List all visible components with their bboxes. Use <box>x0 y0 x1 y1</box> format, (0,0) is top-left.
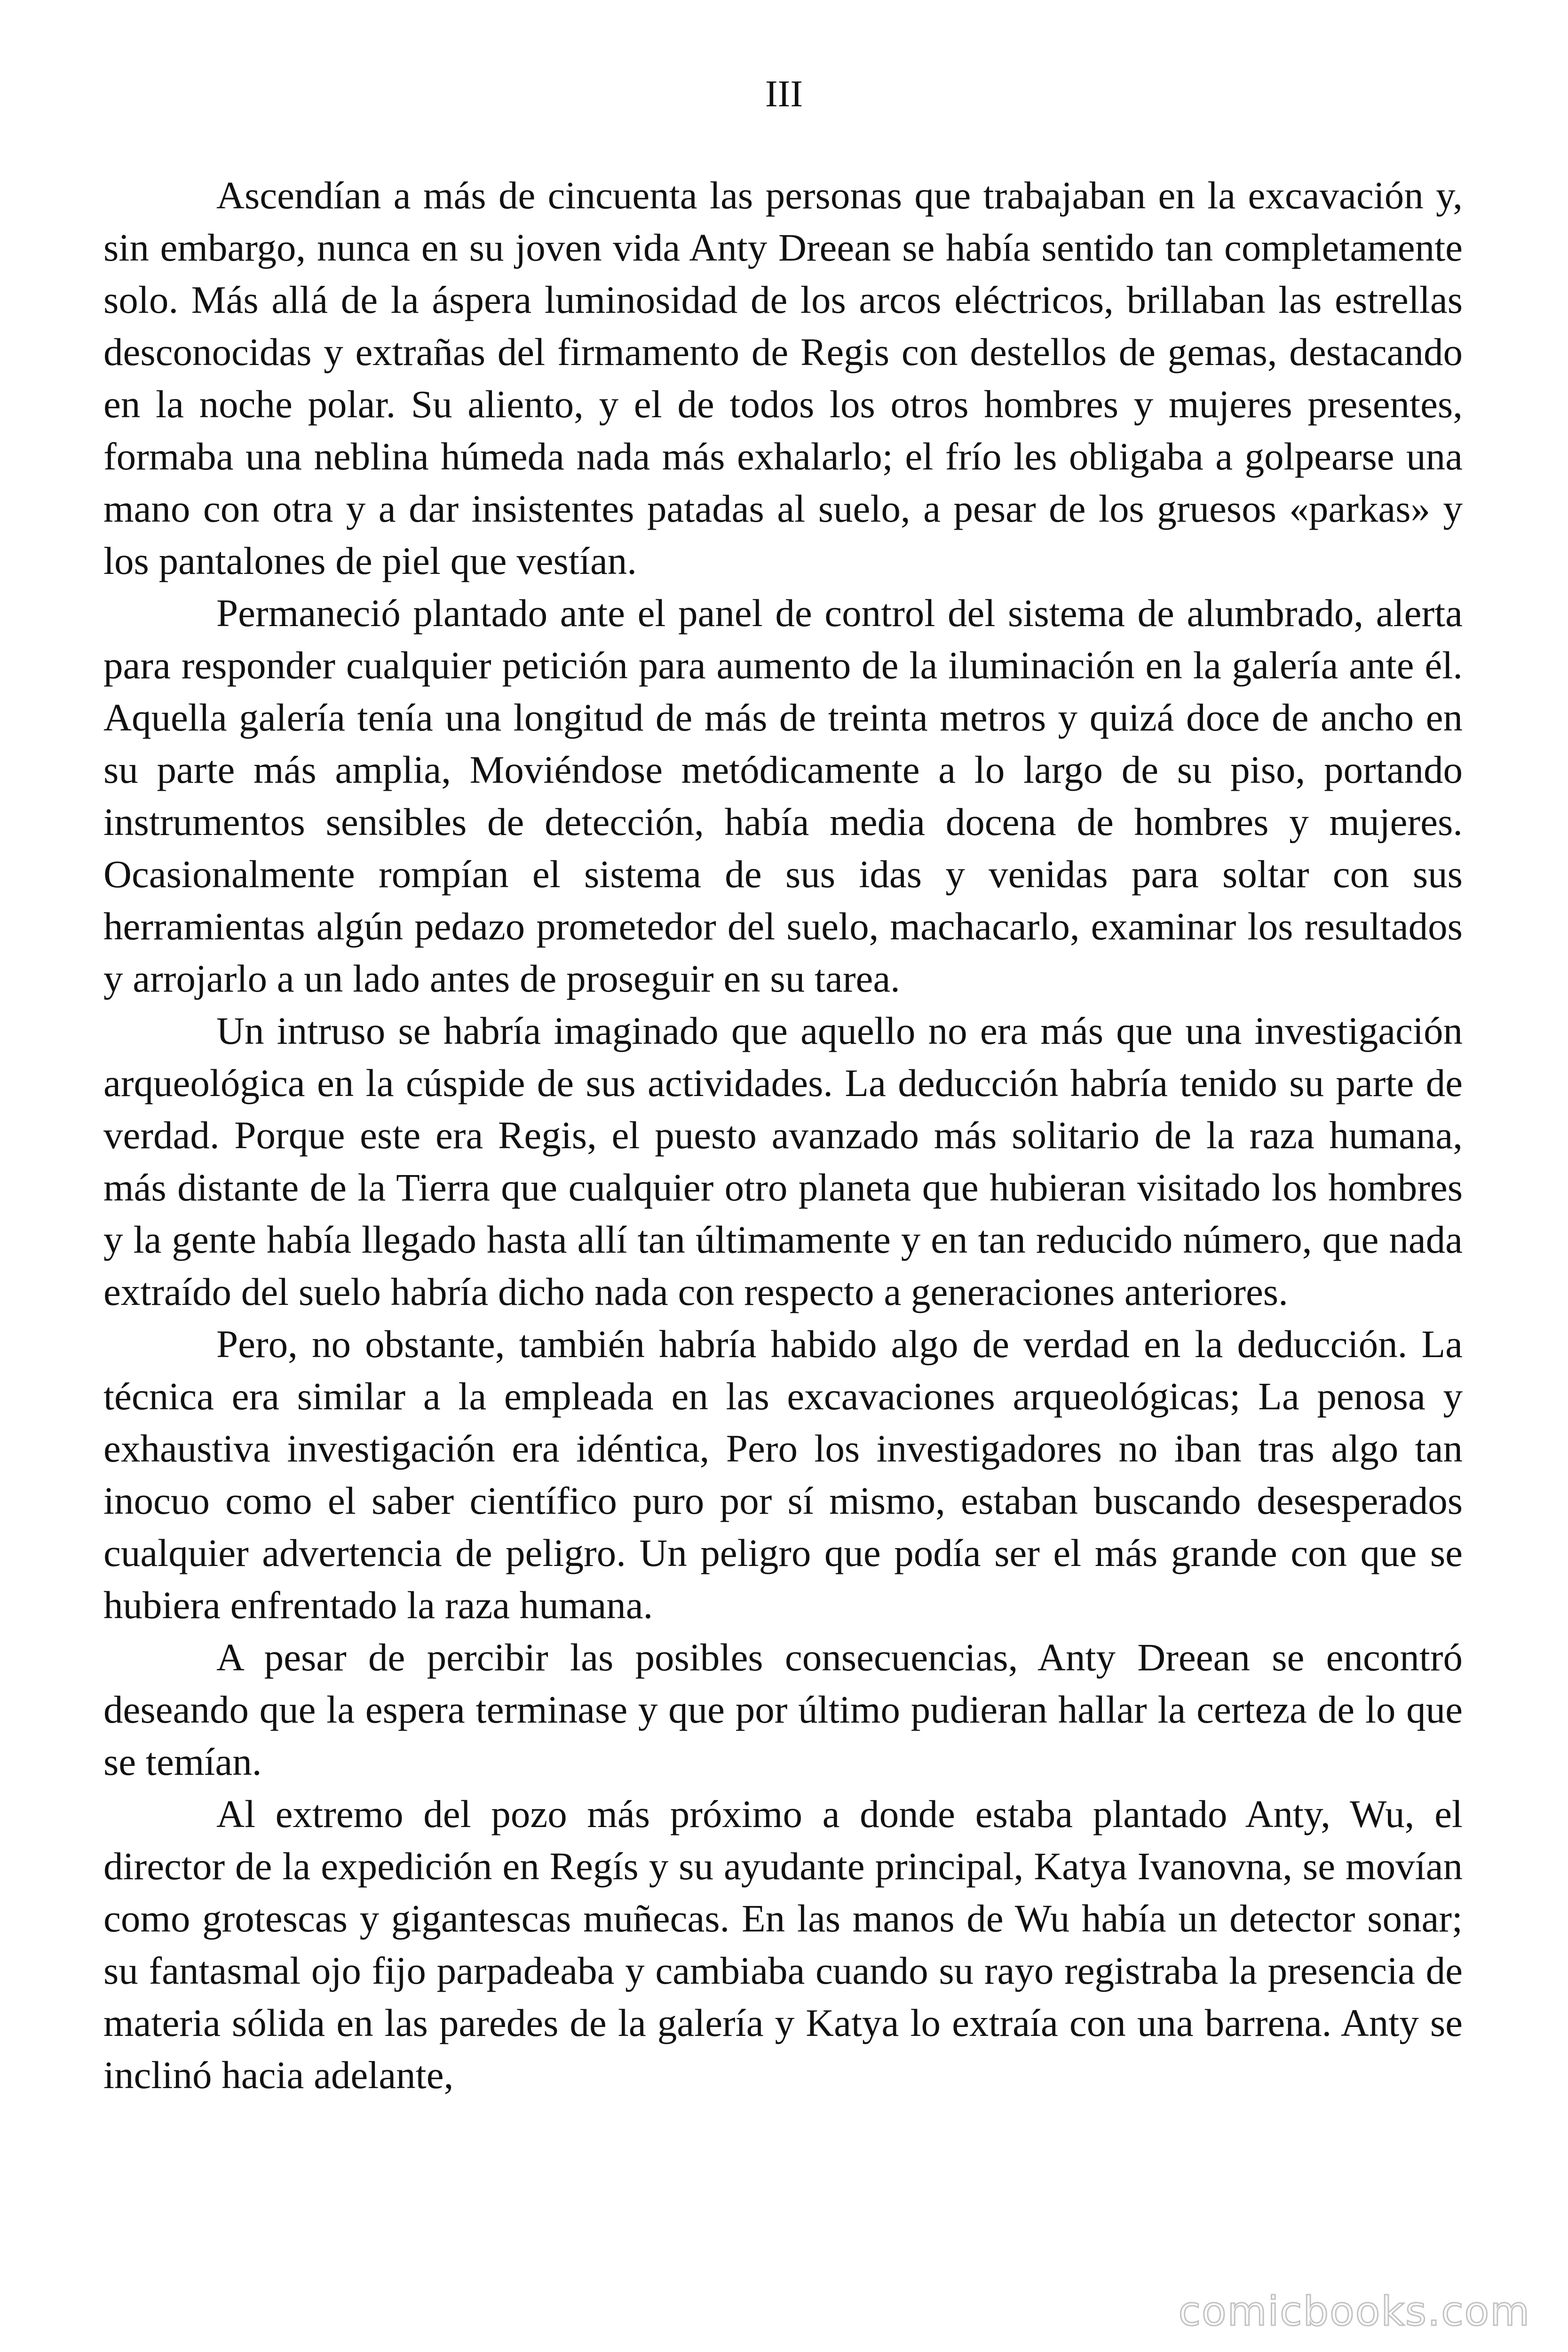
paragraph: Al extremo del pozo más próximo a donde estaba plantado Anty, Wu, el director de la expedición en Regís y su ayudante principal, Katya Ivanovna, se movían como grotescas y gigantescas muñecas. En las manos de Wu había un detector sonar; su fantasmal ojo fijo parpadeaba y cambiaba cuando su rayo registraba la presencia de materia sólida en las paredes de la galería y Katya lo extraía con una barrena. Anty se inclinó hacia adelante, <box>103 1792 1463 2097</box>
watermark: comicbooks.com <box>1178 2288 1530 2335</box>
paragraph: Pero, no obstante, también habría habido algo de verdad en la deducción. La técnica era similar a la empleada en las excavaciones arqueológicas; La penosa y exhaustiva investigación era idéntica, Pero los investigadores no iban tras algo tan inocuo como el saber científico puro por sí mismo, estaban buscando desesperados cualquier advertencia de peligro. Un peligro que podía ser el más grande con que se hubiera enfrentado la raza humana. <box>103 1322 1463 1627</box>
paragraph: A pesar de percibir las posibles consecuencias, Anty Dreean se encontró deseando que la espera terminase y que por último pudieran hallar la certeza de lo que se temían. <box>103 1636 1463 1783</box>
chapter-heading: III <box>765 73 803 115</box>
paragraph: Ascendían a más de cincuenta las personas que trabajaban en la excavación y, sin embargo, nunca en su joven vida Anty Dreean se había sentido tan completamente solo. Más allá de la áspera luminosidad de los arcos eléctricos, brillaban las estrellas desconocidas y extrañas del firmamento de Regis con destellos de gemas, destacando en la noche polar. Su aliento, y el de todos los otros hombres y mujeres presentes, formaba una neblina húmeda nada más exhalarlo; el frío les obligaba a golpearse una mano con otra y a dar insistentes patadas al suelo, a pesar de los gruesos «parkas» y los pantalones de piel que vestían. <box>103 174 1463 582</box>
paragraph: Permaneció plantado ante el panel de control del sistema de alumbrado, alerta para responder cualquier petición para aumento de la iluminación en la galería ante él. Aquella galería tenía una longitud de más de treinta metros y quizá doce de ancho en su parte más amplia, Moviéndose metódicamente a lo largo de su piso, portando instrumentos sensibles de detección, había media docena de hombres y mujeres. Ocasionalmente rompían el sistema de sus idas y venidas para soltar con sus herramientas algún pedazo prometedor del suelo, machacarlo, examinar los resultados y arrojarlo a un lado antes de proseguir en su tarea. <box>103 591 1463 1000</box>
paragraph: Un intruso se habría imaginado que aquello no era más que una investigación arqueológica en la cúspide de sus actividades. La deducción habría tenido su parte de verdad. Porque este era Regis, el puesto avanzado más solitario de la raza humana, más distante de la Tierra que cualquier otro planeta que hubieran visitado los hombres y la gente había llegado hasta allí tan últimamente y en tan reducido número, que nada extraído del suelo habría dicho nada con respecto a generaciones anteriores. <box>103 1009 1463 1313</box>
body-text <box>103 169 1463 2101</box>
